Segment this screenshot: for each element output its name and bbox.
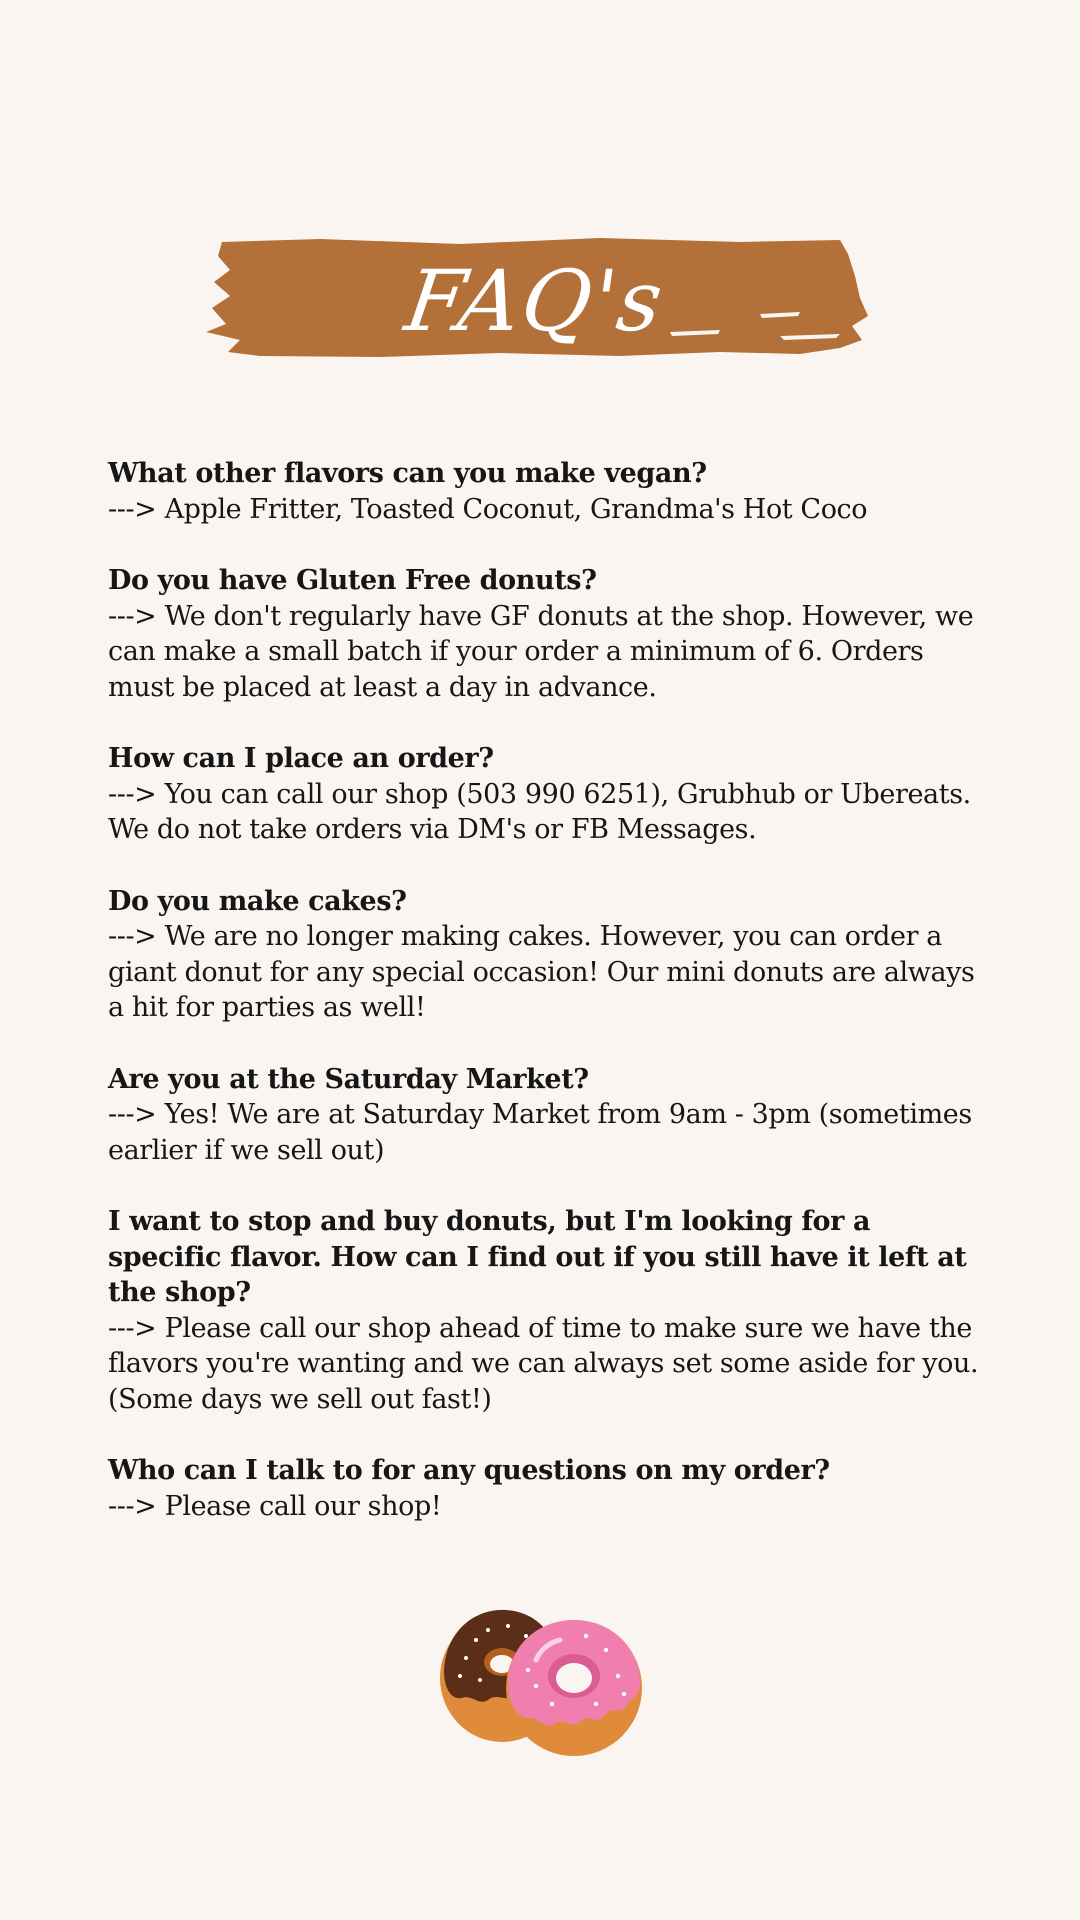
faq-item (108, 1062, 988, 1169)
faq-answer: ---> Apple Fritter, Toasted Coconut, Grandma's Hot Coco (108, 493, 868, 525)
faq-item (108, 1204, 988, 1417)
faq-question: I want to stop and buy donuts, but I'm looking for a specific flavor. How can I find out if you still have it left at the shop? (108, 1206, 967, 1308)
faq-question: Do you make cakes? (108, 885, 407, 917)
page-title: FAQ's (399, 252, 671, 350)
faq-item (108, 884, 988, 1026)
faq-item (108, 1453, 988, 1524)
faq-answer: ---> Please call our shop! (108, 1490, 442, 1522)
faq-item (108, 563, 988, 705)
faq-list (108, 456, 988, 1560)
donuts-icon (436, 1600, 646, 1760)
faq-banner (200, 236, 870, 366)
faq-item (108, 456, 988, 527)
faq-answer: ---> Please call our shop ahead of time to make sure we have the flavors you're wanting and we can always set some aside for you. (Some days we sell out fast!) (108, 1312, 979, 1415)
faq-question: Are you at the Saturday Market? (108, 1063, 589, 1095)
faq-question: What other flavors can you make vegan? (108, 458, 707, 489)
faq-answer: ---> Yes! We are at Saturday Market from 9am - 3pm (sometimes earlier if we sell out) (108, 1099, 972, 1166)
faq-question: How can I place an order? (108, 743, 494, 774)
faq-answer: ---> We don't regularly have GF donuts at the shop. However, we can make a small batch if your order a minimum of 6. Orders must be placed at least a day in advance. (108, 600, 974, 703)
faq-question: Do you have Gluten Free donuts? (108, 565, 597, 596)
faq-item (108, 741, 988, 848)
faq-question: Who can I talk to for any questions on my order? (108, 1455, 830, 1486)
faq-answer: ---> We are no longer making cakes. However, you can order a giant donut for any special occasion! Our mini donuts are always a hit for parties as well! (108, 921, 975, 1023)
pink-donut-icon (506, 1620, 642, 1756)
faq-answer: ---> You can call our shop (503 990 6251), Grubhub or Ubereats. We do not take orders via DM's or FB Messages. (108, 778, 971, 845)
